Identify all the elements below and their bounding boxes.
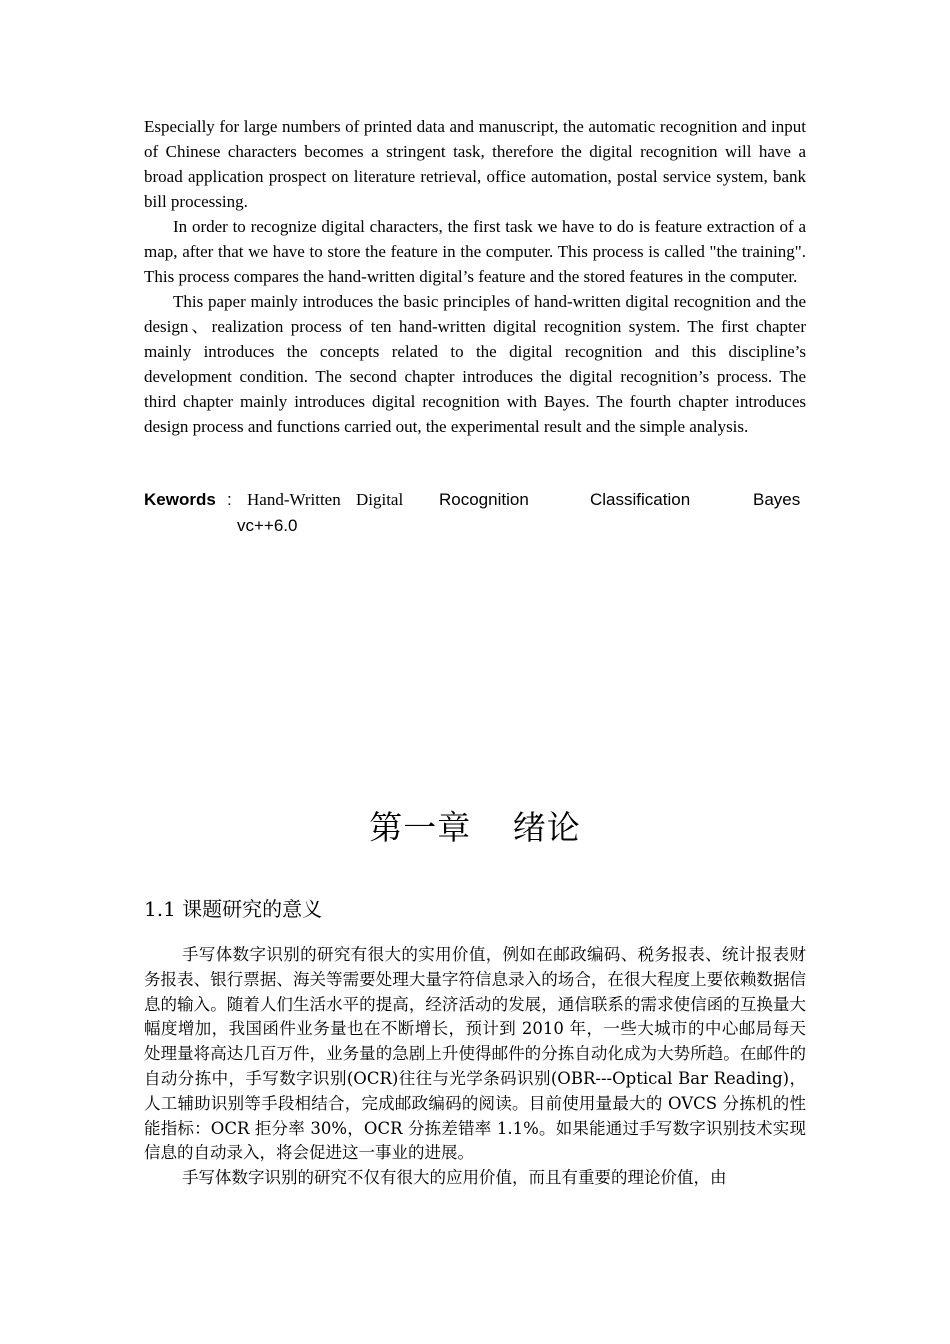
keyword-item: vc++6.0 xyxy=(237,516,298,535)
body-paragraph-1: 手写体数字识别的研究有很大的实用价值，例如在邮政编码、税务报表、统计报表财务报表、银行票据、海关等需要处理大量字符信息录入的场合，在很大程度上要依赖数据信息的输入。随着人们生活水平的提高，经济活动的发展，通信联系的需求使信函的互换量大幅度增加，我国函件业务量也在不断增长，预计到 2010 年，一些大城市的中心邮局每天处理量将高达几百万件，业务量的急剧上升使得邮件的分拣自动化成为大势所趋。在邮件的自动分拣中，手写数字识别(OCR)往往与光学条码识别(OBR---Optical Bar Reading)，人工辅助识别等手段相结合，完成邮政编码的阅读。目前使用量最大的 OVCS 分拣机的性能指标：OCR 拒分率 30%，OCR 分拣差错率 1.1%。如果能通过手写数字识别技术实现信息的自动录入，将会促进这一事业的进展。 xyxy=(144,945,806,1163)
abstract-paragraph-3: This paper mainly introduces the basic principles of hand-written digital recognition and the design、realization process of ten hand-written digital recognition system. The first chapter mainly introduces the concepts related to the digital recognition and this discipline’s development condition. The second chapter introduces the digital recognition’s process. The third chapter mainly introduces digital recognition with Bayes. The fourth chapter introduces design process and functions carried out, the experimental result and the simple analysis. xyxy=(144,292,806,436)
chapter-body-text xyxy=(144,943,806,1191)
keyword-item: Bayes xyxy=(753,490,801,509)
keywords-colon: : xyxy=(227,490,232,509)
keyword-item: Classification xyxy=(590,490,691,509)
abstract-text xyxy=(144,114,806,439)
chapter-title: 第一章 绪论 xyxy=(369,808,581,847)
section-title: 1.1 课题研究的意义 xyxy=(144,897,323,921)
abstract-paragraph-2: In order to recognize digital characters, the first task we have to do is feature extraction of a map, after that we have to store the feature in the computer. This process is called "the training". This process compares the hand-written digital’s feature and the stored features in the computer. xyxy=(144,217,806,286)
keywords-label: Kewords xyxy=(144,490,216,509)
keyword-item: Rocognition xyxy=(439,490,529,509)
keyword-item: Hand-Written Digital xyxy=(247,490,404,509)
body-paragraph-2: 手写体数字识别的研究不仅有很大的应用价值，而且有重要的理论价值，由 xyxy=(181,1168,727,1188)
abstract-paragraph-1: Especially for large numbers of printed data and manuscript, the automatic recognition and input of Chinese characters becomes a stringent task, therefore the digital recognition will have a broad application prospect on literature retrieval, office automation, postal service system, bank bill processing. xyxy=(144,117,806,211)
